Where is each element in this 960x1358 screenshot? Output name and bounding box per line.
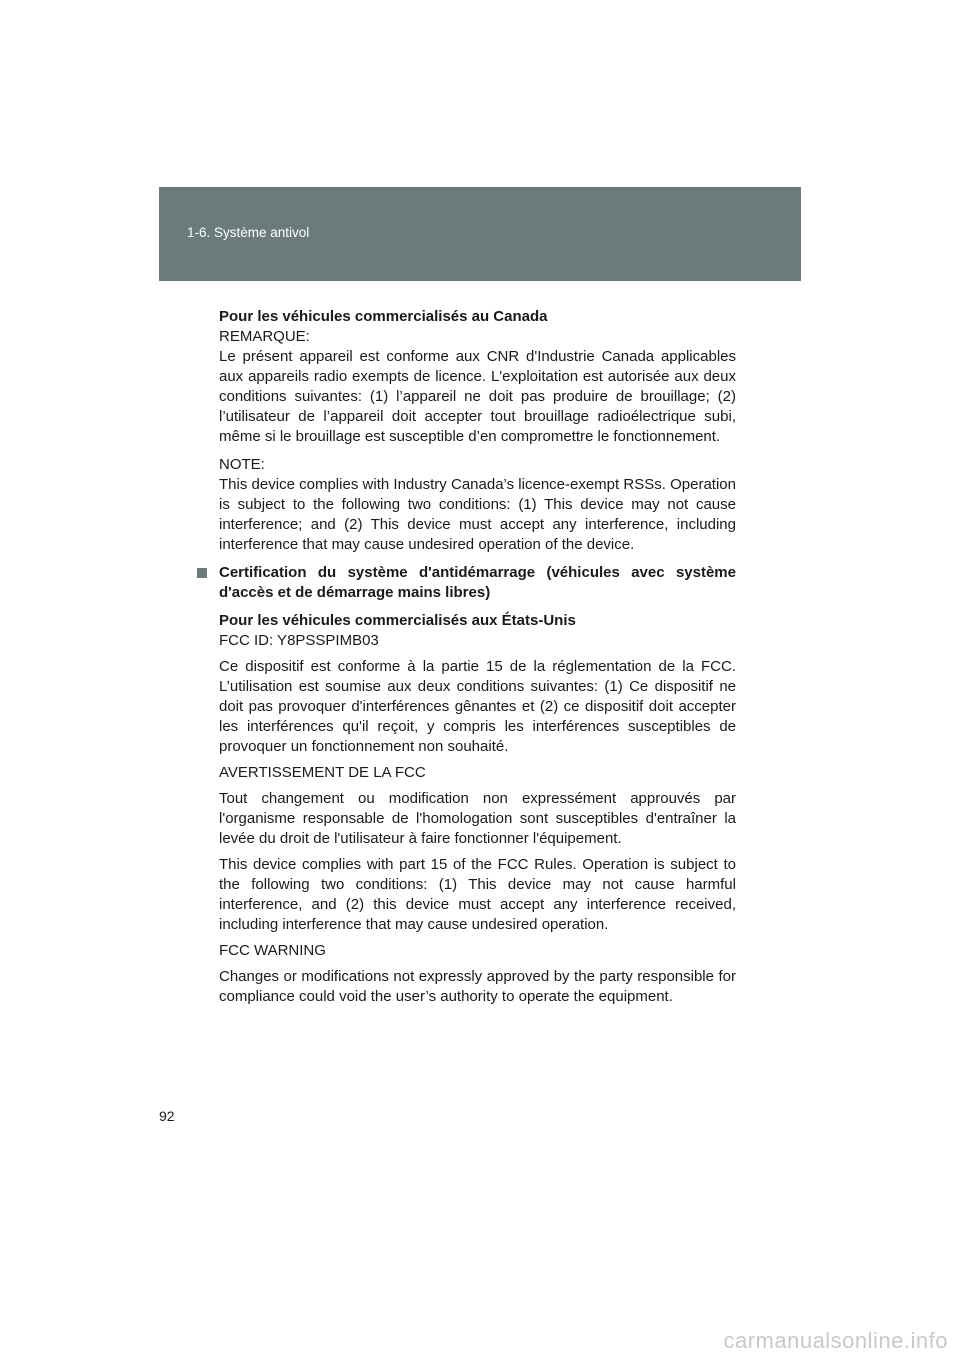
note-label: NOTE: [219,456,265,473]
remarque-label: REMARQUE: [219,328,310,345]
page-number: 92 [159,1108,175,1124]
avertissement-text: Tout changement ou modification non expressément approuvés par l'organisme responsable de l'homologation sont susceptibles d'entraîner la levée du droit de l'utilisateur à faire fonctionner l'équipement. [219,790,736,847]
fcc-warning-label: FCC WARNING [219,942,326,959]
page-content [219,307,736,1007]
avertissement-label: AVERTISSEMENT DE LA FCC [219,764,426,781]
certification-section [219,563,736,603]
canada-heading: Pour les véhicules commercialisés au Canada [219,308,548,325]
note-text: This device complies with Industry Canada’s licence-exempt RSSs. Operation is subject to the following two conditions: (1) This device may not cause interference; and (2) This device must accept any interference, including interference that may cause undesired operation of the device. [219,476,736,553]
fcc-id: FCC ID: Y8PSSPIMB03 [219,632,379,649]
us-heading: Pour les véhicules commercialisés aux États-Unis [219,612,576,629]
chapter-header-band [159,187,801,281]
watermark: carmanualsonline.info [723,1328,948,1353]
square-bullet-icon [197,568,207,578]
section-title: 1-6. Système antivol [187,225,310,240]
remarque-text: Le présent appareil est conforme aux CNR d'Industrie Canada applicables aux appareils radio exempts de licence. L'exploitation est autorisée aux deux conditions suivantes: (1) l’appareil ne doit pas produire de brouillage; (2) l’utilisateur de l’appareil doit accepter tout brouillage radioélectrique subi, même si le brouillage est susceptible d’en compromettre le fonctionnement. [219,348,736,445]
fcc-warning-text: Changes or modifications not expressly approved by the party responsible for compliance could void the user’s authority to operate the equipment. [219,968,736,1005]
fcc-french-text: Ce dispositif est conforme à la partie 15 de la réglementation de la FCC. L’utilisation est soumise aux deux conditions suivantes: (1) Ce dispositif ne doit pas provoquer d'interférences gênantes et (2) ce dispositif doit accepter les interférences qu'il reçoit, y compris les interférences susceptibles de provoquer un fonctionnement non souhaité. [219,658,736,755]
fcc-english-text: This device complies with part 15 of the FCC Rules. Operation is subject to the following two conditions: (1) This device may not cause harmful interference, and (2) this device must accept any interference received, including interference that may cause undesired operation. [219,856,736,933]
certification-title: Certification du système d'antidémarrage (véhicules avec système d'accès et de démarrage mains libres) [219,564,736,601]
